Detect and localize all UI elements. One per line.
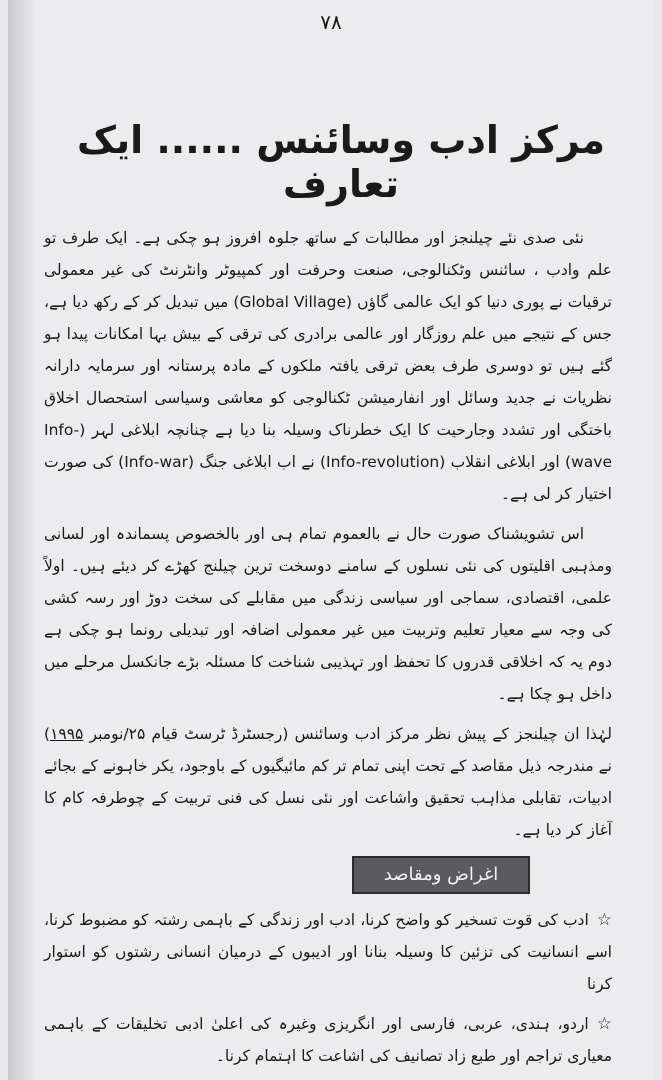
body-text: [44, 222, 612, 1072]
page-number: ۷۸: [320, 10, 342, 34]
paragraph-1: نئی صدی نئے چیلنجز اور مطالبات کے ساتھ جلوہ افروز ہو چکی ہے۔ ایک طرف تو علم وادب ، سائنس وٹکنالوجی، صنعت وحرفت اور کمپیوٹر وانٹرنٹ کی غیر معمولی ترقیات نے پوری دنیا کو ایک عالمی گاؤں (Global Village) میں تبدیل کر کے رکھ دیا ہے، جس کے نتیجے میں علم روزگار اور عالمی برادری کی ترقی کے بیش بہا امکانات پیدا ہو گئے ہیں تو دوسری طرف بعض ترقی یافتہ ملکوں کے مادہ پرستانہ اور سرمایہ دارانہ نظریات نے جدید وسائل اور انفارمیشن ٹکنالوجی کو معاشی وسیاسی استحصال اخلاق باختگی اور تشدد وجارحیت کا ایک خطرناک وسیلہ بنا دیا ہے چنانچہ ابلاغی لہر (Info-wave) اور ابلاغی انقلاب (Info-revolution) نے اب ابلاغی جنگ (Info-war) کی صورت اختیار کر لی ہے۔: [44, 229, 612, 503]
star-bullet-icon: ☆: [596, 1014, 612, 1034]
paragraph-3-start: لہٰذا ان چیلنجز کے پیش نظر مرکز ادب وسائنس (رجسٹرڈ ٹرسٹ قیام ۲۵/نومبر: [83, 725, 612, 743]
list-item-text: ادب کی قوت تسخیر کو واضح کرنا، ادب اور زندگی کے باہمی رشتہ کو مضبوط کرنا، اسے انسانیت کی تزئین کا وسیلہ بنانا اور ادیبوں کے درمیان انسانی رشتوں کو استوار کرنا: [44, 911, 612, 993]
paragraph-3-end: ) نے مندرجہ ذیل مقاصد کے تحت اپنی تمام تر کم مائیگیوں کے باوجود، یکر خاہونے کے بجائے ادبیات، تقابلی مذاہب تحقیق واشاعت اور نئی نسل کی فنی تربیت کے چوطرفہ کام کا آغاز کر دیا ہے۔: [44, 725, 612, 839]
founding-year: ۱۹۹۵: [50, 725, 84, 743]
document-page: [8, 0, 654, 1080]
paragraph-2: اس تشویشناک صورت حال نے بالعموم تمام ہی اور بالخصوص پسماندہ اور لسانی ومذہبی اقلیتوں کی نئی نسلوں کے سامنے دوسخت ترین چیلنج کھڑے کر دیئے ہیں۔ اولاً علمی، اقتصادی، سماجی اور سیاسی زندگی میں مقابلے کی سخت دوڑ اور رسہ کشی کی وجہ سے معیار تعلیم وتربیت میں غیر معمولی اضافہ اور تبدیلی رونما ہو چکی ہے دوم یہ کہ اخلاقی قدروں کا تحفظ اور تہذیبی شناخت کا مسئلہ بڑے جانکسل مرحلے میں داخل ہو چکا ہے۔: [44, 525, 612, 703]
list-item-text: اردو، ہندی، عربی، فارسی اور انگریزی وغیرہ کی اعلیٰ ادبی تخلیقات کے باہمی معیاری تراجم اور طبع زاد تصانیف کی اشاعت کا اہتمام کرنا۔: [44, 1015, 612, 1065]
list-item: [44, 904, 612, 1000]
star-bullet-icon: ☆: [596, 910, 612, 930]
paragraph-3: [44, 718, 612, 846]
section-heading-aims-objectives: اغراض ومقاصد: [352, 856, 530, 894]
page-spine-shadow: [8, 0, 36, 1080]
list-item: [44, 1008, 612, 1072]
page-title: مرکز ادب وسائنس ...... ایک تعارف: [76, 118, 606, 206]
